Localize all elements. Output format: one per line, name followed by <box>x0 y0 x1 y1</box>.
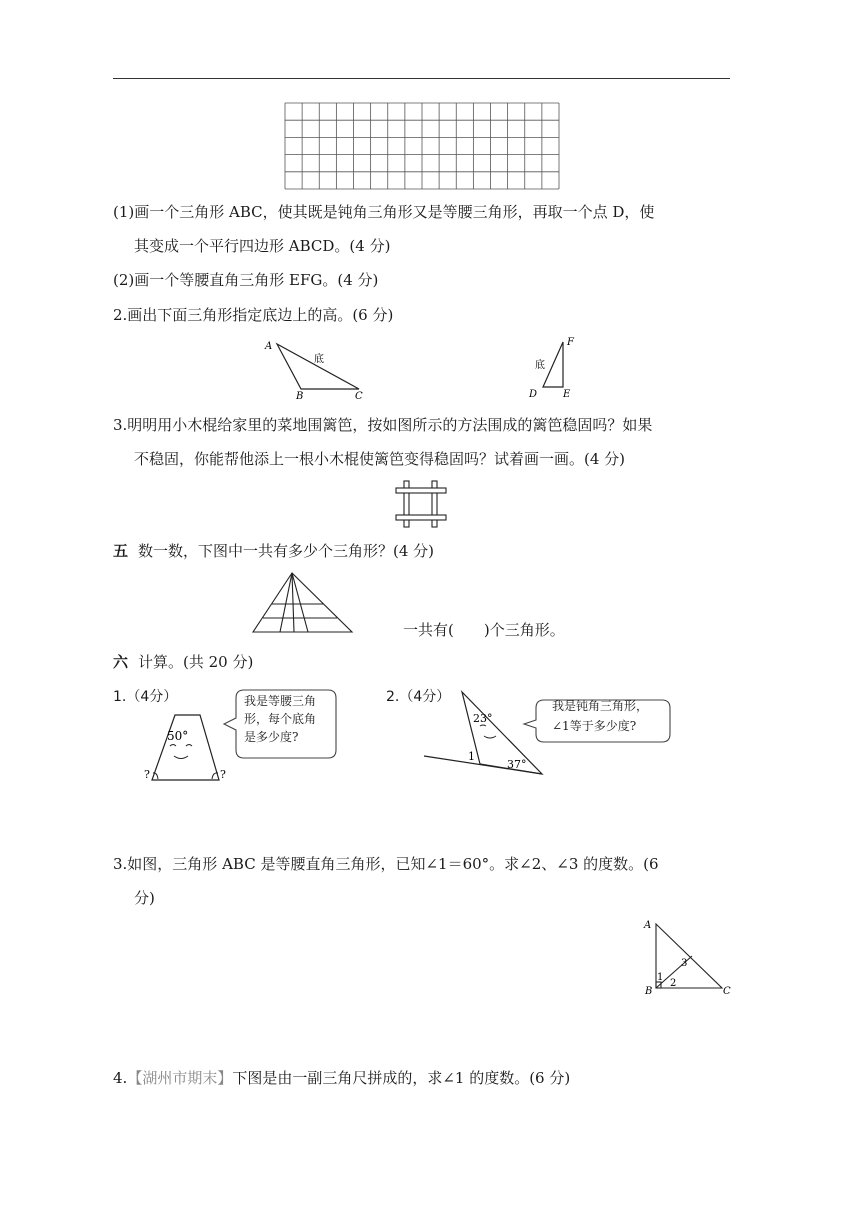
q-1-line2: 其变成一个平行四边形 ABCD。(4 分) <box>134 237 391 255</box>
problem-1-label: 1.（4分） <box>113 689 178 705</box>
bubble-line: ∠1等于多少度? <box>552 719 637 733</box>
triangle-abc-figure <box>262 336 372 402</box>
label-f: F <box>567 337 574 348</box>
label-b: B <box>296 391 304 402</box>
problem-3-figure <box>642 916 742 996</box>
base-angle-left: ? <box>144 768 150 781</box>
source-tag: 【湖州市期末】 <box>127 1069 233 1087</box>
bubble-line: 我是钝角三角形， <box>552 699 649 713</box>
problem-4-line <box>113 1068 570 1088</box>
problem-3-line2: 分) <box>134 889 155 907</box>
count-answer: 一共有( )个三角形。 <box>403 621 565 639</box>
angle-37: 37° <box>507 758 527 771</box>
label-c: C <box>355 391 363 402</box>
label-3: 3 <box>681 958 688 969</box>
problem-3-line1: 3.如图，三角形 ABC 是等腰直角三角形，已知∠1＝60°。求∠2、∠3 的度数。(6 <box>113 855 659 873</box>
q-1-line1: (1)画一个三角形 ABC，使其既是钝角三角形又是等腰三角形，再取一个点 D，使 <box>113 203 655 221</box>
angle-23: 23° <box>473 712 493 725</box>
fence-figure <box>394 480 450 528</box>
problem-4-text: 下图是由一副三角尺拼成的，求∠1 的度数。(6 分) <box>232 1069 571 1087</box>
label-c: C <box>723 986 731 996</box>
label-a: A <box>644 920 652 931</box>
label-d: D <box>529 389 538 400</box>
problem-1-bubble <box>244 692 316 746</box>
section-5-number: 五 <box>113 542 129 560</box>
angle-1: 1 <box>468 750 475 763</box>
label-2: 2 <box>670 978 677 989</box>
q-fence-line1: 3.明明用小木棍给家里的菜地围篱笆，按如图所示的方法围成的篱笆稳固吗？如果 <box>113 416 653 434</box>
label-base: 底 <box>314 354 324 365</box>
problem-4-number: 4. <box>113 1069 128 1087</box>
count-triangles-figure <box>250 570 356 636</box>
q-height-text: 2.画出下面三角形指定底边上的高。(6 分) <box>113 306 394 324</box>
label-base: 底 <box>535 360 545 371</box>
base-angle-right: ? <box>220 768 226 781</box>
label-b: B <box>645 986 653 996</box>
section-6-heading <box>113 652 253 672</box>
bubble-line: 是多少度? <box>244 730 299 744</box>
q-fence-line2: 不稳固，你能帮他添上一根小木棍使篱笆变得稳固吗？试着画一画。(4 分) <box>134 450 626 468</box>
problem-2-label: 2.（4分） <box>386 689 451 705</box>
triangle-def-figure <box>525 334 585 400</box>
top-rule <box>113 78 730 79</box>
top-angle: 50° <box>167 729 189 743</box>
section-5-heading <box>113 541 434 561</box>
q-2-text: (2)画一个等腰直角三角形 EFG。(4 分) <box>113 271 379 289</box>
section-5-text: 数一数，下图中一共有多少个三角形？(4 分) <box>138 542 435 560</box>
section-6-number: 六 <box>113 653 129 671</box>
label-a: A <box>265 341 273 352</box>
label-e: E <box>563 389 571 400</box>
section-6-text: 计算。(共 20 分) <box>138 653 254 671</box>
drawing-grid <box>284 102 560 190</box>
label-1: 1 <box>657 972 664 983</box>
bubble-line: 我是等腰三角 <box>244 694 317 708</box>
problem-2-bubble <box>552 696 648 736</box>
bubble-line: 形，每个底角 <box>244 712 317 726</box>
